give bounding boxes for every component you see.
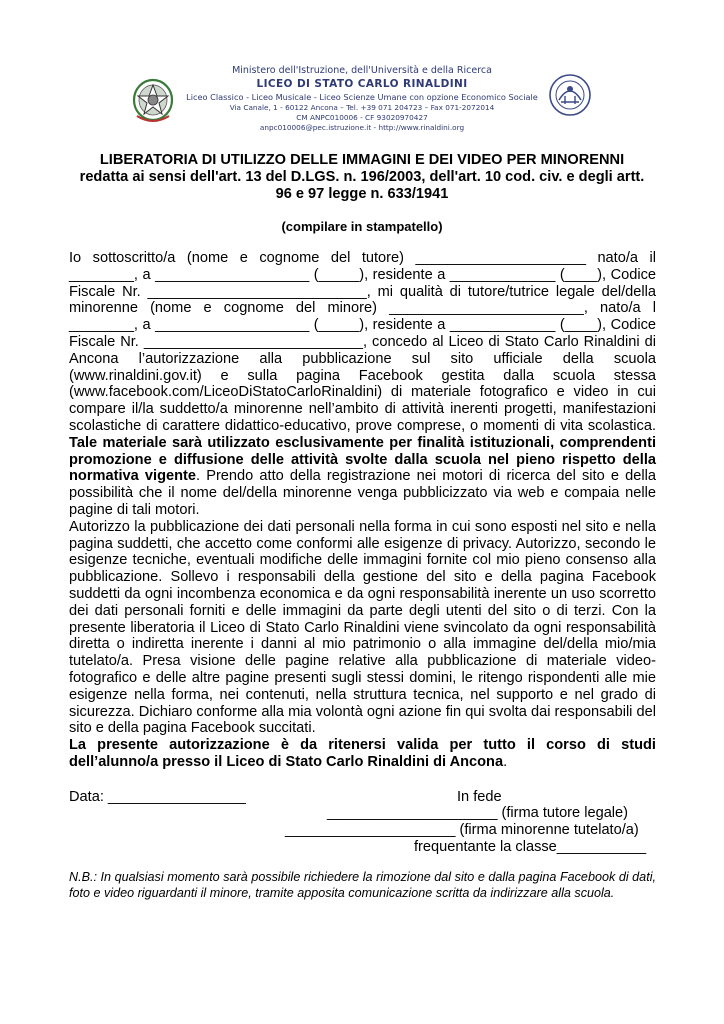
consent-p3-tail: . bbox=[503, 753, 508, 770]
school-courses: Liceo Classico - Liceo Musicale - Liceo Scienze Umane con opzione Economico Sociale bbox=[186, 92, 538, 102]
tutor-signature-line: _____________________ (firma tutore legale) bbox=[327, 805, 629, 821]
school-contacts: anpc010006@pec.istruzione.it - http://www.rinaldini.org bbox=[259, 123, 465, 132]
ministry-name: Ministero dell'Istruzione, dell'Università e della Ricerca bbox=[232, 65, 492, 76]
title-line-1: LIBERATORIA DI UTILIZZO DELLE IMMAGINI E DEI VIDEO PER MINORENNI bbox=[99, 152, 625, 168]
class-field: frequentante la classe___________ bbox=[414, 839, 647, 855]
consent-p1-text: Io sottoscritto/a (nome e cognome del tutore) _____________________ nato/a il ________, a ___________________ (_____), residente a _____________ (____), Codice Fiscale Nr. ___________________________, mi qualità di tutore/tutrice legale del/della minorenne (nome e cognome del minore) ________________________, nato/a l ________, a ___________________ (_____), residente a _____________ (____), Codice Fiscale Nr. ___________________________, concedo al Liceo di Stato Carlo Rinaldini di Ancona l’autorizzazione alla pubblicazione sul sito ufficiale della scuola (www.rinaldini.gov.it) e sulla pagina Facebook gestita dalla scuola stessa (www.facebook.com/LiceoDiStatoCarloRinaldini) di materiale fotografico e video in cui compare il/la suddetto/a minorenne nell’ambito di attività inerenti progetti, manifestazioni scolastiche di carattere didattico-educativo, prove comprese, o momenti di vita scolastica. bbox=[69, 250, 656, 434]
consent-paragraph-2: Autorizzo la pubblicazione dei dati personali nella forma in cui sono esposti nel sito e nella pagina suddetti, che accetto come conformi alle esigenze di privacy. Autorizzo, secondo le esigenze tecniche, eventuali modifiche delle immagini fornite col mio pieno consenso alla pubblicazione. Sollevo i responsabili della gestione del sito e della pagina Facebook suddetti da ogni incombenza economica e da ogni responsabilità inerente un uso scorretto dei dati personali forniti e delle immagini da parte degli utenti del sito o di terzi. Con la presente liberatoria il Liceo di Stato Carlo Rinaldini viene svincolato da ogni responsabilità diretta o indiretta inerente i danni al mio patrimonio o alla immagine del/della mio/mia tutelato/a. Presa visione delle pagine relative alla pubblicazione di materiale video-fotografico e delle altre pagine presenti sugli stessi domini, le ritengo rispondenti alle mie esigenze nella forma, nei contenuti, nella struttura tecnica, nel supporto e nel grado di sicurezza. Dichiaro conforme alla mia volontà ogni azione fin qui svolta dai responsabili del sito e della pagina Facebook succitati. bbox=[69, 518, 656, 737]
letterhead-text bbox=[180, 64, 544, 133]
school-codes: CM ANPC010006 - CF 93020970427 bbox=[296, 113, 428, 122]
consent-body bbox=[69, 250, 656, 771]
document-title bbox=[60, 152, 664, 203]
title-line-2: redatta ai sensi dell'art. 13 del D.LGS. n. 196/2003, dell'art. 10 cod. civ. e degli artt. bbox=[79, 169, 645, 185]
consent-paragraph-1 bbox=[69, 250, 656, 519]
consent-p1-tail: . Prendo atto della registrazione nei motori di ricerca del sito e della possibilità che il nome del/della minorenne venga pubblicizzato via web e compaia nelle pagine di tali motori. bbox=[69, 468, 656, 518]
minor-signature-line: _____________________ (firma minorenne tutelato/a) bbox=[285, 822, 639, 838]
italian-republic-emblem-icon bbox=[131, 72, 175, 124]
date-field: Data: _________________ bbox=[69, 789, 246, 805]
title-line-3: 96 e 97 legge n. 633/1941 bbox=[275, 186, 449, 202]
school-address: Via Canale, 1 - 60122 Ancona – Tel. +39 071 204723 – Fax 071-2072014 bbox=[229, 103, 495, 112]
consent-p1-bold: Tale materiale sarà utilizzato esclusivamente per finalità istituzionali, comprendenti promozione e diffusione delle attività svolte dalla scuola nel pieno rispetto della normativa vigente bbox=[69, 434, 656, 485]
footnote: N.B.: In qualsiasi momento sarà possibile richiedere la rimozione dal sito e dalla pagina Facebook di dati, foto e video riguardanti il minore, tramite apposita comunicazione scritta da indirizzare alla scuola. bbox=[69, 870, 656, 900]
school-logo-icon bbox=[547, 72, 593, 118]
letterhead bbox=[0, 60, 724, 150]
fill-instruction: (compilare in stampatello) bbox=[281, 219, 443, 234]
consent-paragraph-3 bbox=[69, 737, 656, 771]
school-name: LICEO DI STATO CARLO RINALDINI bbox=[256, 78, 468, 90]
consent-p3-bold: La presente autorizzazione è da ritenersi valida per tutto il corso di studi dell’alunno/a presso il Liceo di Stato Carlo Rinaldini di Ancona bbox=[69, 737, 656, 770]
in-fede-label: In fede bbox=[457, 789, 502, 805]
